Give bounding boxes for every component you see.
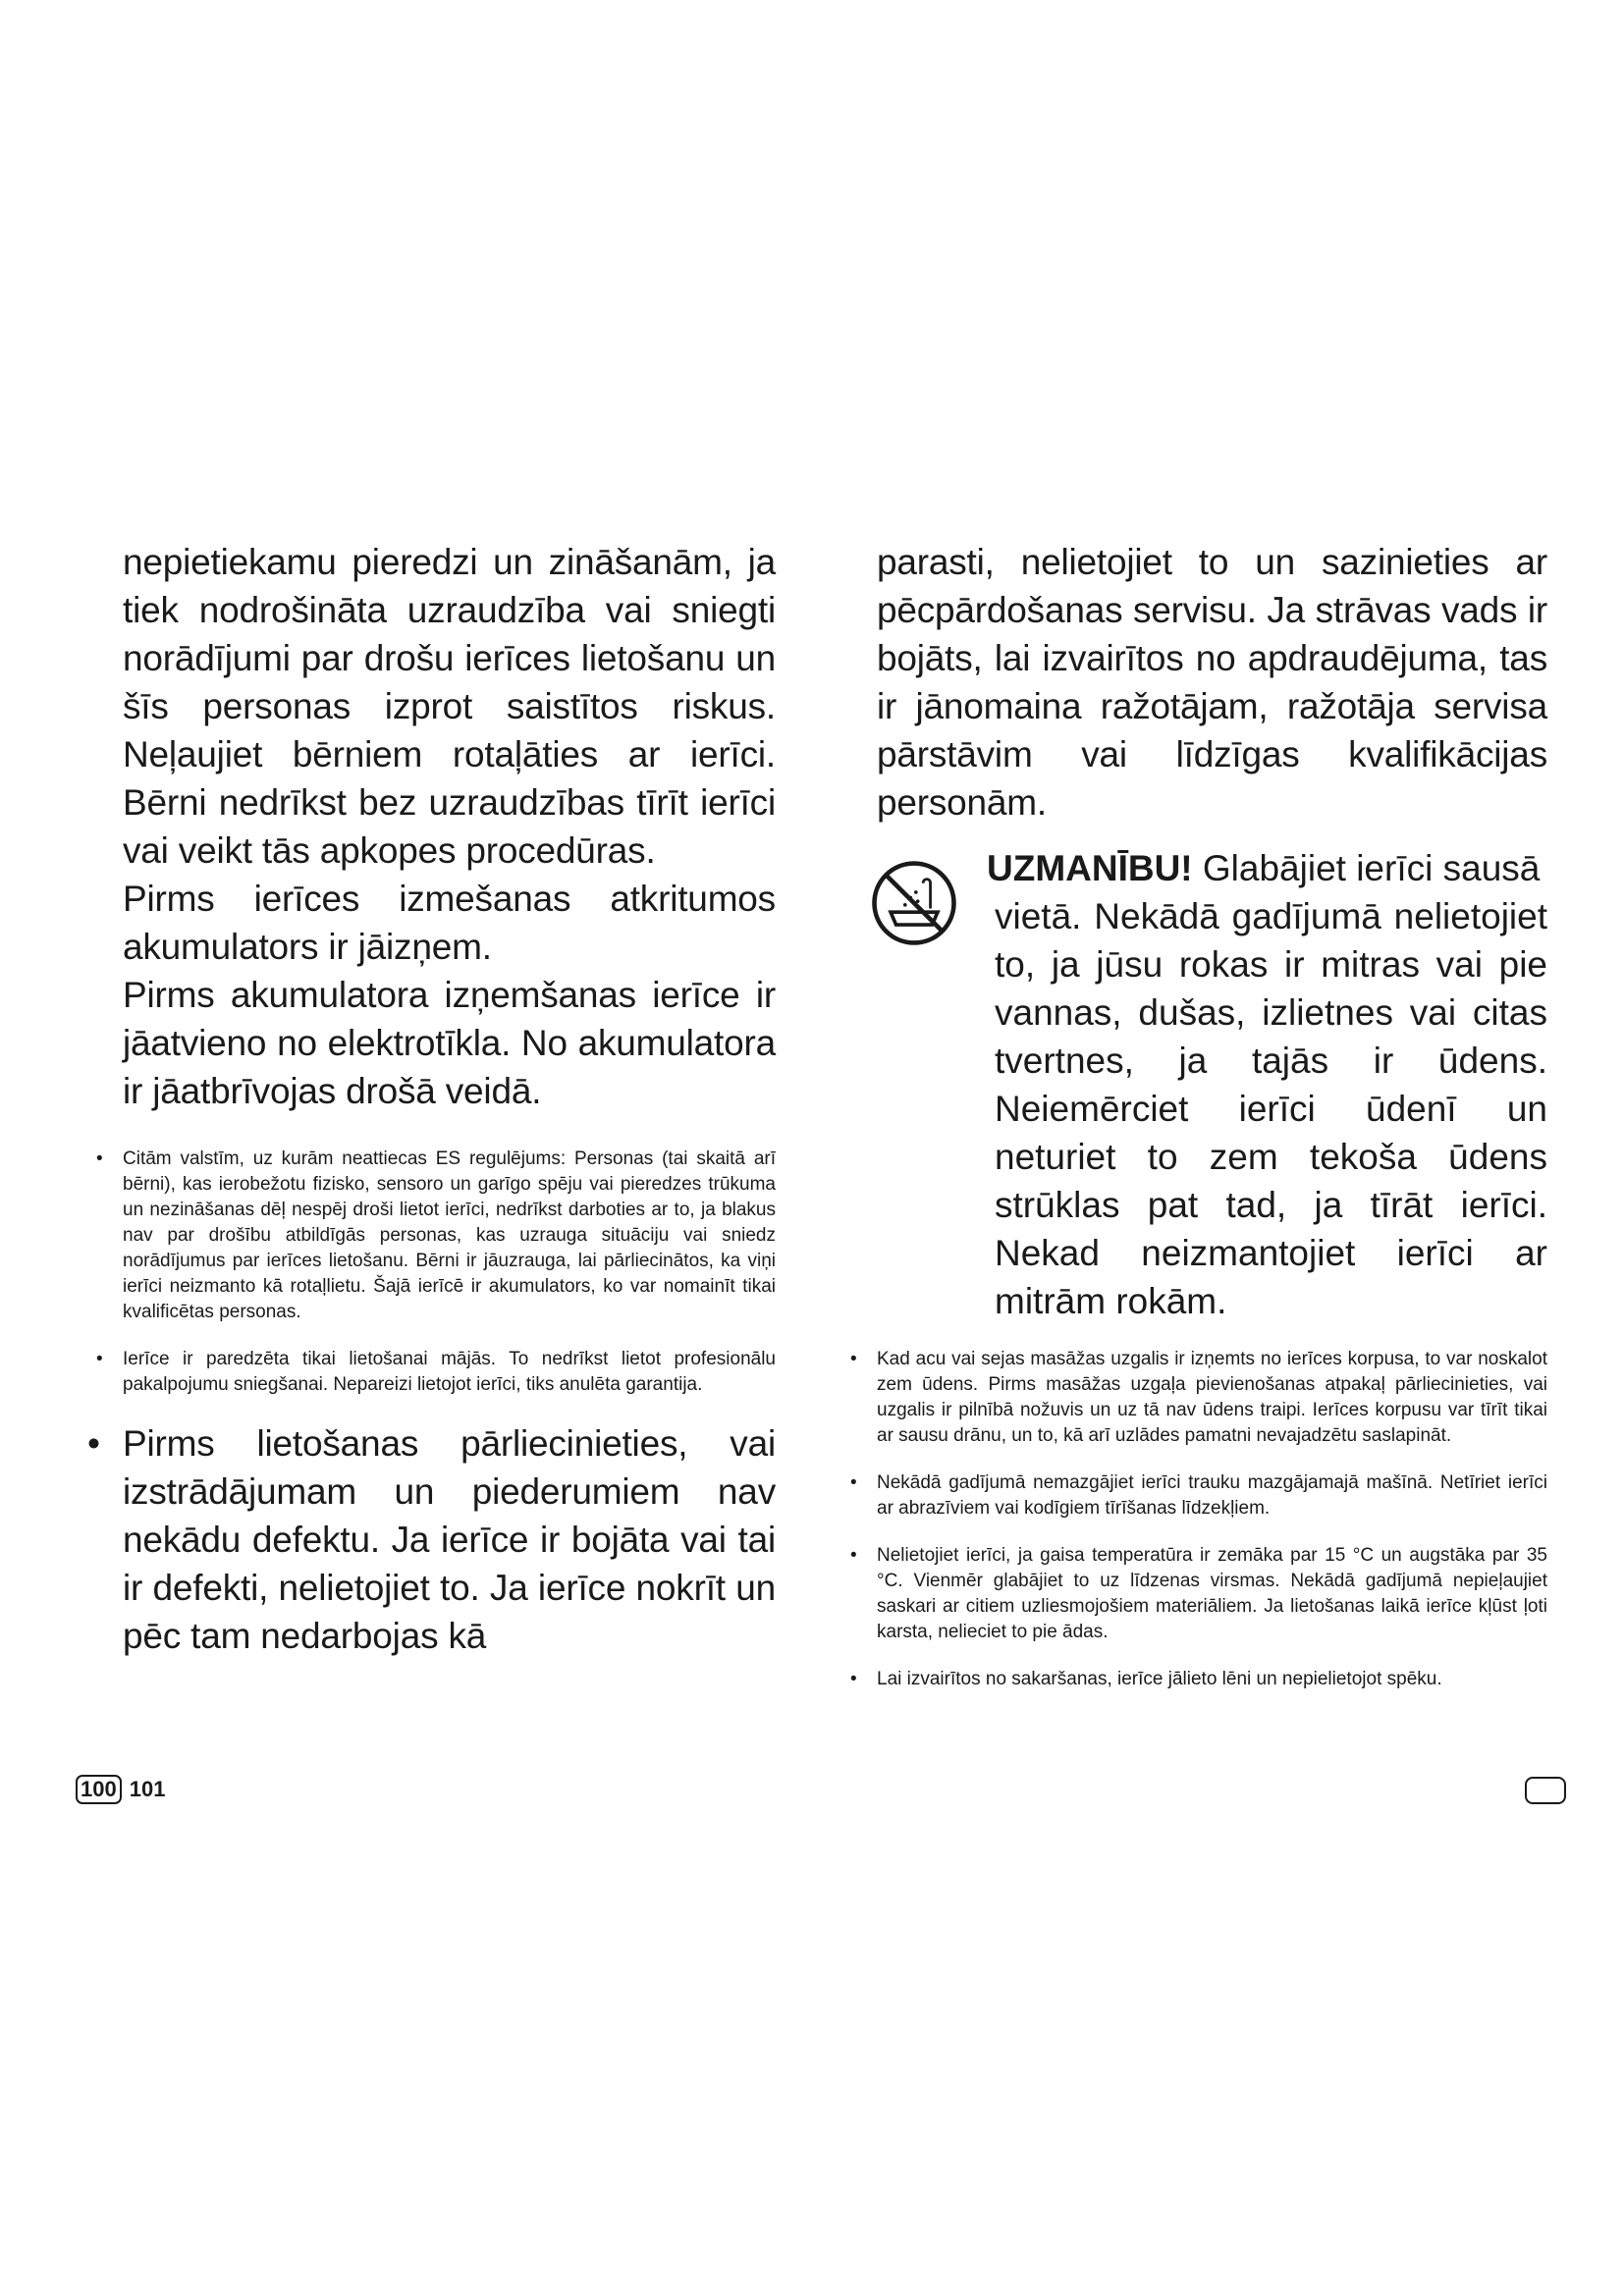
bullet-icon: • bbox=[850, 1472, 857, 1493]
warning-text bbox=[877, 844, 1547, 1325]
continuation-paragraph: parasti, nelietojiet to un sazinieties ar pēcpārdošanas servisu. Ja strāvas vads ir bojāts, lai izvairītos no apdraudējuma, tas ir jānomaina ražotājam, ražotāja servisa pārstāvim vai līdzīgas kvalifikācijas personām. bbox=[877, 542, 1547, 823]
big-bullet-text: Pirms lietošanas pārliecinieties, vai izstrādājumam un piederumiem nav nekādu defektu. Ja ierīce ir bojāta vai tai ir defekti, nelietojiet to. Ja ierīce nokrīt un pēc tam nedarbojas kā bbox=[123, 1423, 776, 1656]
right-small-bullets bbox=[850, 1347, 1547, 1692]
battery-paragraph-1: Pirms ierīces izmešanas atkritumos akumulators ir jāizņem. bbox=[123, 879, 776, 967]
list-item: • Ierīce ir paredzēta tikai lietošanai mājās. To nedrīkst lietot profesionālu pakalpojumu sniegšanai. Nepareizi lietojot ierīci, tiks anulēta garantija. bbox=[96, 1349, 776, 1395]
list-item: • Kad acu vai sejas masāžas uzgalis ir izņemts no ierīces korpusa, to var noskalot zem ūdens. Pirms masāžas uzgaļa pievienošanas atpakaļ pārliecinieties, vai uzgalis ir pilnībā nožuvis un uz tā nav ūdens traipi. Ierīces korpusu var tīrīt tikai ar sausu drānu, un to, kā arī uzlādes pamatni nevajadzētu saslapināt. bbox=[850, 1349, 1547, 1446]
list-item: • Nelietojiet ierīci, ja gaisa temperatūra ir zemāka par 15 °C un augstāka par 35 °C. Vienmēr glabājiet to uz līdzenas virsmas. Nekādā gadījumā nepieļaujiet saskari ar citiem uzliesmojošiem materiāliem. Ja lietošanas laikā ierīce kļūst ļoti karsta, nelieciet to pie ādas. bbox=[850, 1545, 1547, 1642]
warning-block bbox=[877, 844, 1547, 1325]
no-water-bath-icon bbox=[869, 858, 959, 948]
list-item: • Citām valstīm, uz kurām neattiecas ES regulējums: Personas (tai skaitā arī bērni), kas ierobežotu fizisko, sensoro un garīgo spēju vai pieredzes trūkuma un nezināšanas dēļ nespēj droši lietot ierīci, nedrīkst darboties ar to, ja blakus nav par drošību atbildīgās personas, kas uzrauga situāciju vai sniedz norādījumus par ierīces lietošanu. Bērni ir jāuzrauga, lai pārliecinātos, ka viņi ierīci neizmanto kā rotaļlietu. Šajā ierīcē ir akumulators, ko var nomainīt tikai kvalificētas personas. bbox=[96, 1148, 776, 1322]
bullet-icon: • bbox=[850, 1349, 857, 1369]
battery-paragraph-2: Pirms akumulatora izņemšanas ierīce ir jāatvieno no elektrotīkla. No akumulatora ir jāatbrīvojas drošā veidā. bbox=[123, 975, 776, 1111]
page-number-left: 100 bbox=[76, 1775, 122, 1804]
page-numbers bbox=[76, 1775, 165, 1804]
warning-first-line: Glabājiet ierīci sausā bbox=[1192, 848, 1541, 888]
big-bullet-item bbox=[87, 1419, 776, 1660]
page-number-right: 101 bbox=[129, 1777, 166, 1801]
bullet-icon: • bbox=[850, 1545, 857, 1566]
bullet-icon: • bbox=[96, 1349, 103, 1369]
page-tab-icon bbox=[1525, 1777, 1566, 1804]
bullet-icon: • bbox=[850, 1669, 857, 1689]
bullet-icon: • bbox=[96, 1148, 103, 1169]
warning-label: UZMANĪBU! bbox=[987, 848, 1193, 888]
list-item: • Nekādā gadījumā nemazgājiet ierīci trauku mazgājamajā mašīnā. Netīriet ierīci ar abrazīviem vai kodīgiem tīrīšanas līdzekļiem. bbox=[850, 1472, 1547, 1519]
left-column bbox=[87, 538, 776, 1660]
right-column bbox=[850, 538, 1547, 1714]
list-item: • Lai izvairītos no sakaršanas, ierīce jālieto lēni un nepielietojot spēku. bbox=[877, 1667, 1547, 1692]
intro-paragraph: nepietiekamu pieredzi un zināšanām, ja tiek nodrošināta uzraudzība vai sniegti norādījumi par drošu ierīces lietošanu un šīs personas izprot saistītos riskus. Neļaujiet bērniem rotaļāties ar ierīci. Bērni nedrīkst bez uzraudzības tīrīt ierīci vai veikt tās apkopes procedūras. bbox=[123, 542, 776, 871]
bullet-icon: • bbox=[87, 1423, 100, 1464]
left-small-bullets bbox=[96, 1147, 776, 1398]
warning-body: vietā. Nekādā gadījumā nelietojiet to, ja jūsu rokas ir mitras vai pie vannas, dušas, izlietnes vai citas tvertnes, ja tajās ir ūdens. Neiemērciet ierīci ūdenī un neturiet to zem tekoša ūdens strūklas pat tad, ja tīrāt ierīci. Nekad neizmantojiet ierīci ar mitrām rokām. bbox=[995, 896, 1547, 1321]
